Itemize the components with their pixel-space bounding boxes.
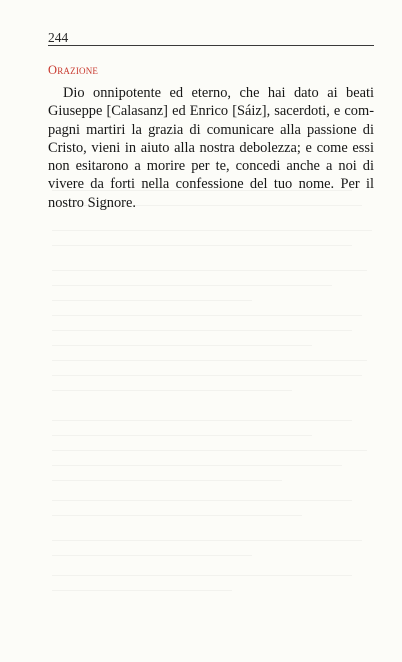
- show-through-line: [52, 375, 362, 376]
- show-through-line: [52, 435, 312, 436]
- show-through-line: [52, 345, 312, 346]
- show-through-line: [52, 230, 372, 231]
- show-through-line: [52, 270, 367, 271]
- show-through-line: [52, 330, 352, 331]
- page-number: 244: [48, 30, 69, 45]
- show-through-line: [52, 590, 232, 591]
- header-rule: [48, 45, 374, 46]
- show-through-line: [52, 245, 352, 246]
- show-through-line: [52, 420, 352, 421]
- show-through-line: [52, 285, 332, 286]
- show-through-line: [52, 390, 292, 391]
- show-through-line: [52, 515, 302, 516]
- show-through-line: [52, 315, 362, 316]
- show-through-line: [52, 540, 362, 541]
- show-through-line: [52, 555, 252, 556]
- show-through-line: [52, 575, 352, 576]
- section-heading: Orazione: [48, 63, 99, 77]
- show-through-line: [52, 450, 367, 451]
- show-through-line: [52, 480, 282, 481]
- prayer-text: Dio onnipotente ed eterno, che hai dato ai beati Giuseppe [Calasanz] ed Enrico [Sáiz], sacerdoti, e compagni martiri la grazia di comunicare alla passione di Cristo, vieni in aiuto alla nostra debolezza; e come essi non esitarono a morire per te, concedi anche a noi di vivere da forti nella confessione del tuo nome. Per il nostro Signore.: [48, 85, 374, 211]
- show-through-line: [52, 300, 252, 301]
- show-through-line: [52, 465, 342, 466]
- show-through-line: [52, 500, 352, 501]
- show-through-line: [52, 360, 367, 361]
